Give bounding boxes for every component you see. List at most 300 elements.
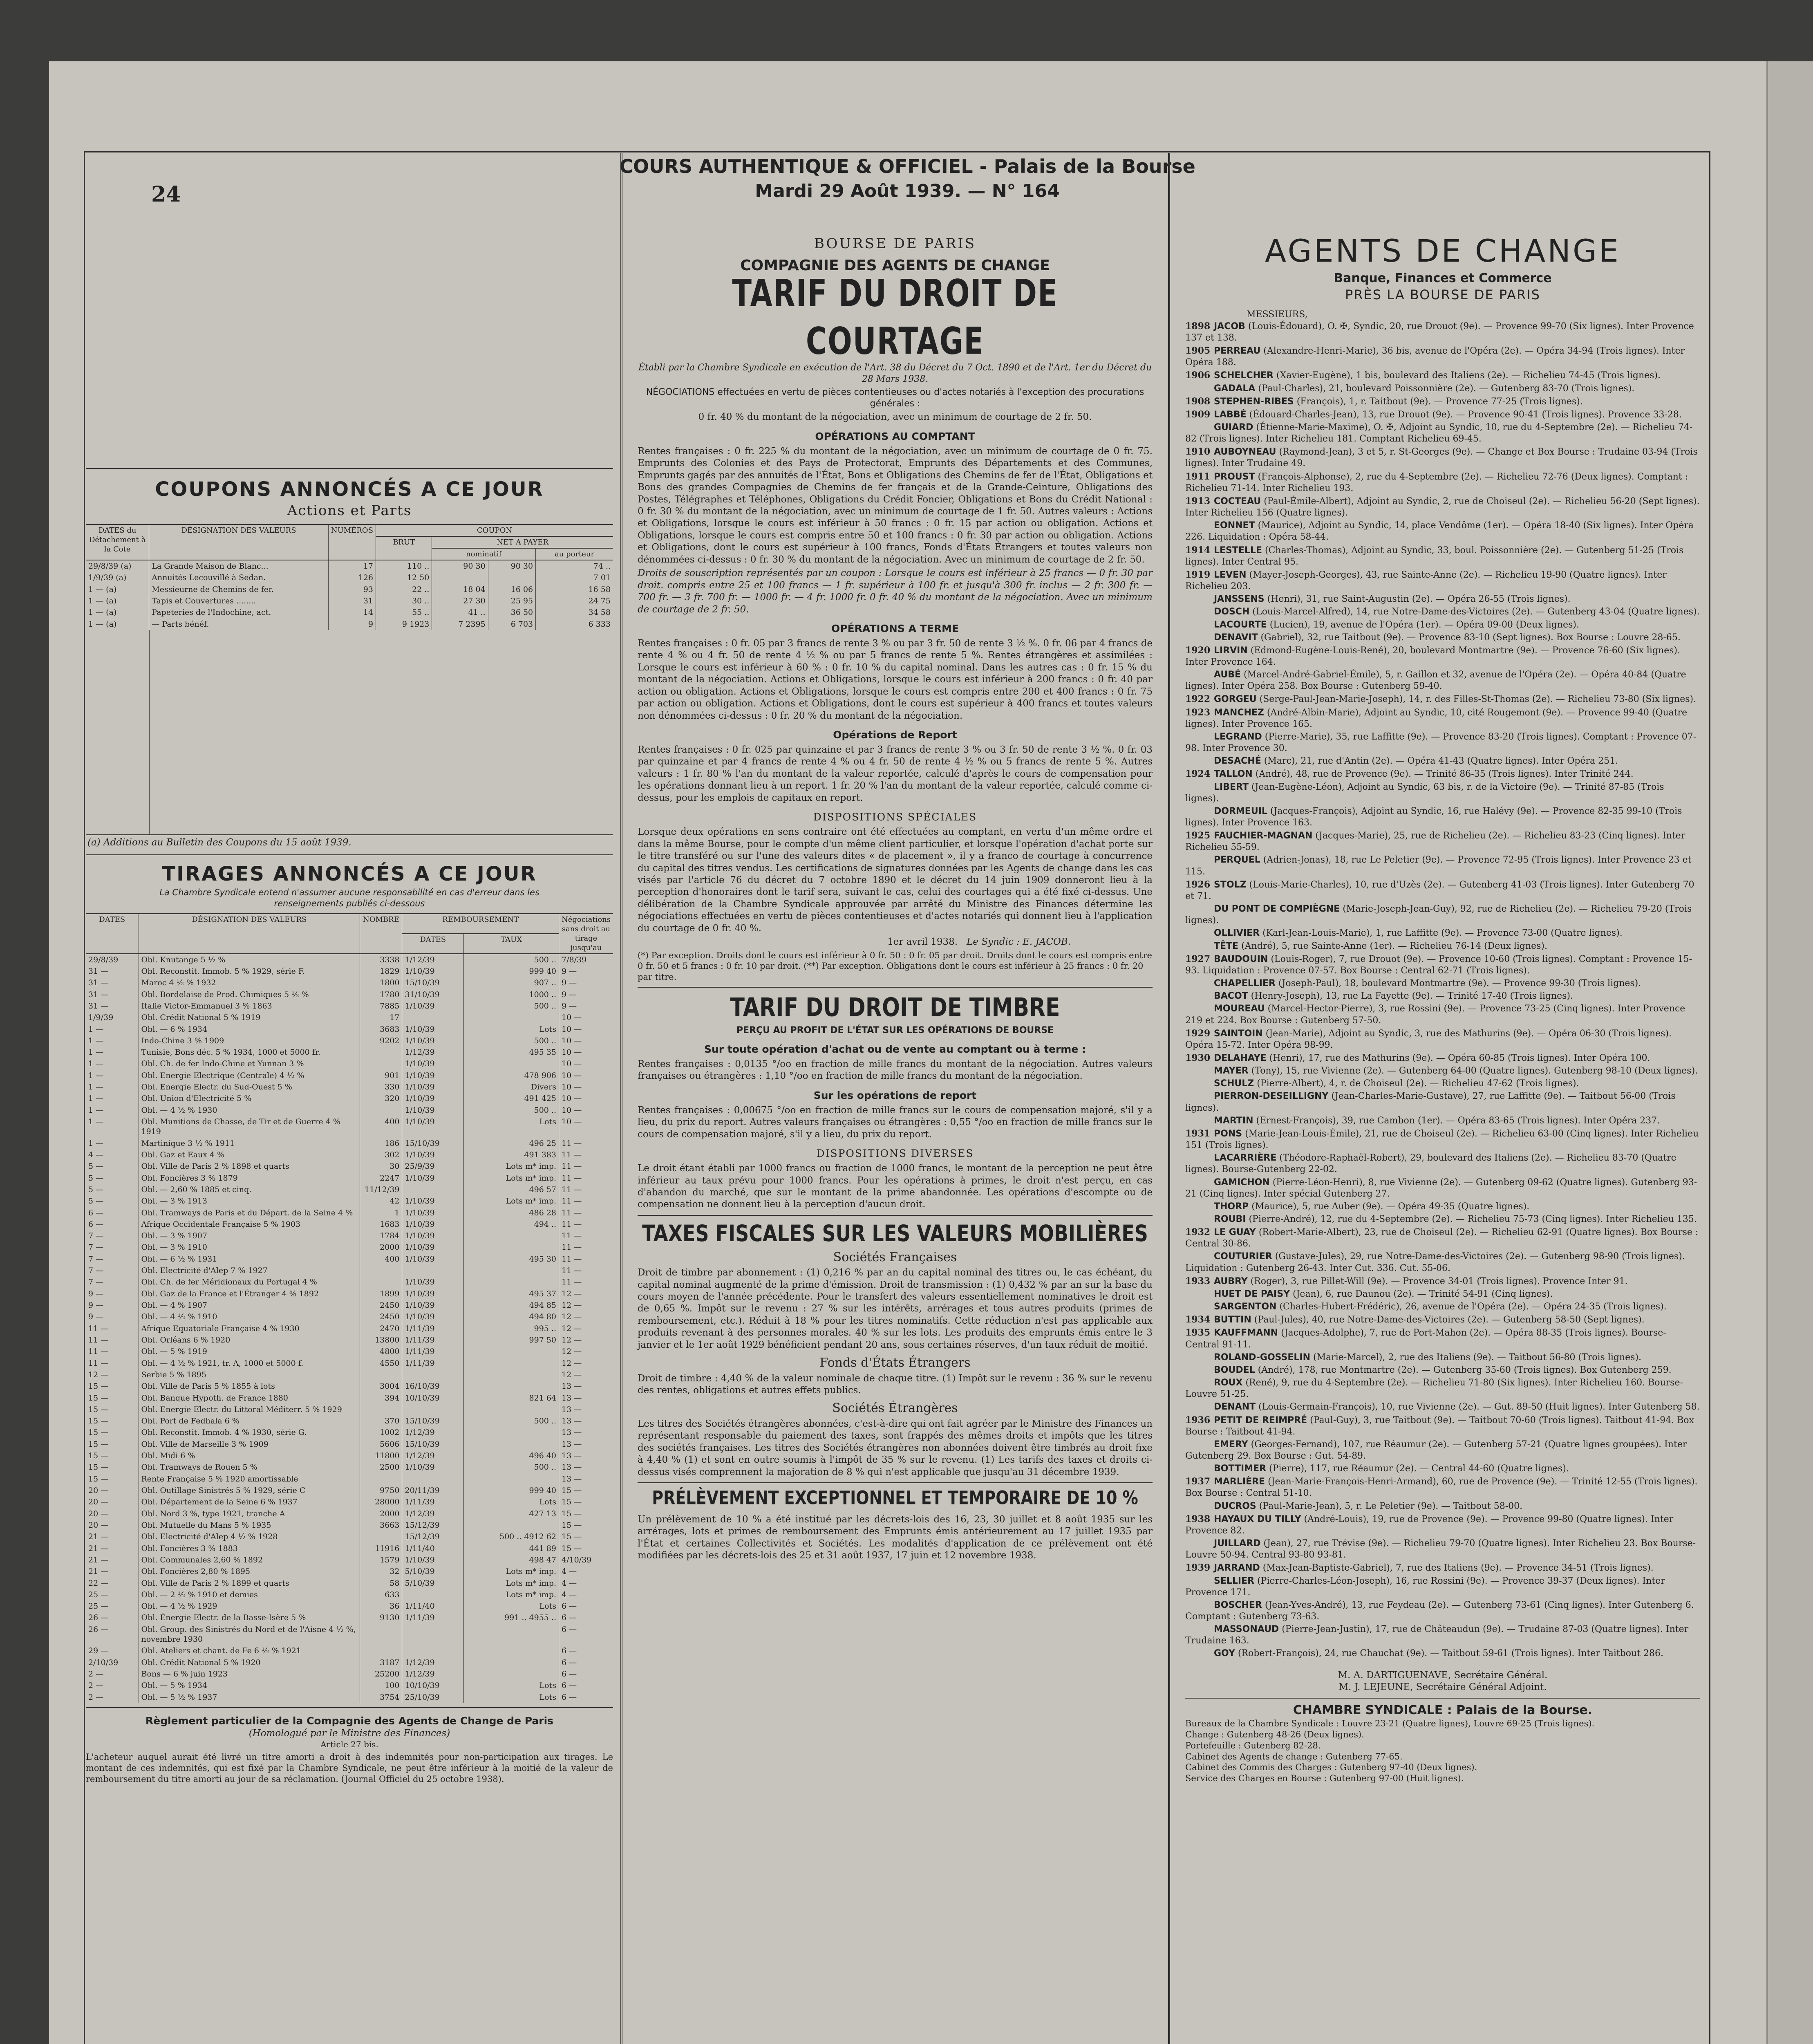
col-net: NET A PAYER [432, 536, 613, 548]
row-remb-date: 25/10/39 [402, 1692, 464, 1703]
row-numero: 9 [328, 619, 376, 630]
row-designation: Obl. Ch. de fer Méridionaux du Portugal 4 % [139, 1276, 360, 1288]
col-numeros: NUMÉROS [328, 524, 376, 560]
row-designation: Obl. Group. des Sinistrés du Nord et de l'Aisne 4 ½ %, novembre 1930 [139, 1624, 360, 1645]
table-row [86, 1230, 613, 1242]
row-nominatif-2: 16 06 [488, 584, 535, 595]
chambre-line: Portefeuille : Gutenberg 82-28. [1185, 1740, 1321, 1750]
table-row [86, 1093, 613, 1104]
row-taux [464, 1473, 559, 1485]
right-column [1177, 153, 1708, 2044]
row-remb-date: 1/10/39 [402, 1219, 464, 1230]
row-remb-date: 1/11/40 [402, 1600, 464, 1612]
row-date: 1 — [88, 1024, 104, 1034]
agent-details: (Jean-Yves-André), 13, rue Feydeau (2e). — Gutenberg 73-61 (Cinq lignes). Inter Gutenberg 6. Comptant : Gutenberg 73-63. [1185, 1600, 1694, 1622]
row-taux: 1000 .. [464, 989, 559, 1000]
row-date: 31 — [88, 1001, 109, 1011]
row-negociation: 13 — [559, 1415, 613, 1427]
agent-name: DELAHAYE [1214, 1053, 1267, 1063]
row-designation: Obl. Tramways de Rouen 5 % [139, 1461, 360, 1473]
agent-details: (Louis-Roger), 7, rue Drouot (9e). — Provence 10-60 (Trois lignes). Comptant : Provence 15-93. Liquidation : Provence 07-57. Box Bourse : Central 62-71 (Trois lignes). [1185, 954, 1692, 976]
agent-name: GADALA [1214, 383, 1256, 394]
agent-year: 1936 [1185, 1414, 1211, 1425]
list-item [1185, 471, 1700, 494]
agent-name: PERQUEL [1214, 855, 1260, 865]
list-item [1185, 1275, 1700, 1287]
row-designation: Obl. — 2,60 % 1885 et cinq. [139, 1184, 360, 1195]
list-item [1185, 1600, 1700, 1623]
list-item [1185, 1214, 1700, 1225]
row-nombre: 2500 [360, 1461, 402, 1473]
row-nombre: 11916 [360, 1543, 402, 1554]
row-taux [464, 1439, 559, 1450]
agent-name: JARRAND [1214, 1563, 1260, 1573]
agent-name: BAUDOUIN [1214, 954, 1268, 964]
row-date: 29/8/39 [88, 955, 119, 964]
table-row [86, 1242, 613, 1253]
row-nombre: 58 [360, 1578, 402, 1589]
list-item [1185, 1327, 1700, 1350]
agent-name: AUBRY [1214, 1276, 1248, 1286]
row-designation: Italie Victor-Emmanuel 3 % 1863 [139, 1000, 360, 1012]
row-negociation: 9 — [559, 1000, 613, 1012]
row-designation: Obl. Mutuelle du Mans 5 % 1935 [139, 1520, 360, 1531]
chambre-line: Cabinet des Agents de change : Gutenberg 77-65. [1185, 1751, 1403, 1762]
row-date: 1/9/39 (a) [88, 573, 127, 583]
agent-year: 1898 [1185, 320, 1211, 332]
table-row [86, 1081, 613, 1093]
row-negociation: 15 — [559, 1496, 613, 1508]
row-brut: 110 .. [376, 560, 432, 572]
row-remb-date: 1/11/39 [402, 1358, 464, 1369]
list-item [1185, 903, 1700, 926]
row-date: 26 — [88, 1625, 109, 1634]
row-date: 1 — [88, 1048, 104, 1057]
agent-name: LE GUAY [1214, 1227, 1256, 1238]
row-numero: 93 [328, 584, 376, 595]
agent-details: (Pierre-André), 12, rue du 4-Septembre (2e). — Richelieu 75-73 (Cinq lignes). Inter Richelieu 135. [1249, 1214, 1697, 1225]
row-taux: 907 .. [464, 977, 559, 988]
agent-year: 1906 [1185, 370, 1211, 381]
table-row [86, 1047, 613, 1058]
row-designation: Obl. Communales 2,60 % 1892 [139, 1554, 360, 1566]
row-negociation: 12 — [559, 1288, 613, 1300]
row-negociation: 4 — [559, 1578, 613, 1589]
agent-name: SCHULZ [1214, 1078, 1254, 1089]
row-date: 31 — [88, 978, 109, 988]
row-remb-date: 1/11/39 [402, 1496, 464, 1508]
row-designation: Obl. Reconstit. Immob. 5 % 1929, série F. [139, 966, 360, 977]
taxes-s3: Sociétés Étrangères [832, 1401, 958, 1416]
next-page-edge [1766, 61, 1813, 2044]
row-designation: Obl. — 3 % 1907 [139, 1230, 360, 1242]
row-remb-date: 1/11/40 [402, 1543, 464, 1554]
chambre-line: Change : Gutenberg 48-26 (Deux lignes). [1185, 1729, 1364, 1739]
agent-name: JANSSENS [1214, 594, 1265, 605]
agent-details: (Louis-Marie-Charles), 10, rue d'Uzès (2e). — Gutenberg 41-03 (Trois lignes). Inter Gutenberg 70 et 71. [1185, 879, 1694, 901]
row-negociation: 10 — [559, 1081, 613, 1093]
row-date: 5 — [88, 1185, 104, 1194]
agent-details: (Jean-Marie-François-Henri-Armand), 60, rue de Provence (9e). — Trinité 12-55 (Trois lignes). Box Bourse : Central 51-10. [1185, 1477, 1698, 1499]
row-remb-date: 31/10/39 [402, 989, 464, 1000]
agent-details: (Maurice), 5, rue Auber (9e). — Opéra 49-35 (Quatre lignes). [1251, 1201, 1530, 1212]
agent-name: GAMICHON [1214, 1177, 1270, 1188]
row-nombre: 3663 [360, 1520, 402, 1531]
row-taux [464, 1381, 559, 1392]
row-negociation: 15 — [559, 1508, 613, 1520]
row-designation: Obl. — 3 % 1910 [139, 1242, 360, 1253]
table-row [86, 1381, 613, 1392]
row-remb-date [402, 1473, 464, 1485]
agent-year: 1927 [1185, 953, 1211, 964]
row-nombre: 36 [360, 1600, 402, 1612]
list-item [1185, 383, 1700, 394]
agent-details: (Tony), 15, rue Vivienne (2e). — Gutenberg 64-00 (Quatre lignes). Gutenberg 98-10 (Deux lignes). [1251, 1066, 1698, 1076]
row-nombre: 2247 [360, 1172, 402, 1184]
row-nombre: 2470 [360, 1323, 402, 1334]
agent-name: BOUDEL [1214, 1365, 1255, 1375]
row-designation: Obl. Crédit National 5 % 1919 [139, 1012, 360, 1023]
agent-details: (Louis-Marcel-Alfred), 14, rue Notre-Dame-des-Victoires (2e). — Gutenberg 43-04 (Quatre lignes). [1252, 607, 1700, 617]
row-negociation: 12 — [559, 1358, 613, 1369]
row-taux: Lots [464, 1116, 559, 1138]
agent-year: 1922 [1185, 694, 1211, 705]
agent-name: STOLZ [1214, 879, 1247, 890]
row-designation: Afrique Occidentale Française 5 % 1903 [139, 1219, 360, 1230]
row-designation: Obl. — 3 % 1913 [139, 1195, 360, 1207]
row-taux [464, 1427, 559, 1438]
row-nombre: 13800 [360, 1334, 402, 1346]
list-item [1185, 1028, 1700, 1051]
row-negociation: 11 — [559, 1219, 613, 1230]
agent-details: (André-Louis), 19, rue de Provence (9e). — Provence 99-80 (Quatre lignes). Inter Provence 82. [1185, 1514, 1674, 1536]
row-nominatif-2 [488, 572, 535, 583]
table-row [86, 1404, 613, 1415]
agent-details: (Paul-Marie-Jean), 5, r. Le Peletier (9e). — Taitbout 58-00. [1259, 1501, 1523, 1511]
table-row [86, 1392, 613, 1404]
row-date: 7 — [88, 1266, 104, 1275]
row-remb-date: 1/10/39 [402, 1311, 464, 1322]
row-taux [464, 1645, 559, 1656]
row-date: 22 — [88, 1578, 109, 1588]
agent-year: 1920 [1185, 645, 1211, 656]
agent-name: PETIT DE REIMPRÉ [1214, 1415, 1307, 1425]
list-item [1185, 569, 1700, 592]
row-nombre: 1829 [360, 966, 402, 977]
table-row [86, 1149, 613, 1161]
table-row [86, 1680, 613, 1691]
list-item [1185, 1463, 1700, 1475]
row-taux: Lots [464, 1692, 559, 1703]
row-designation: Obl. Département de la Seine 6 % 1937 [139, 1496, 360, 1508]
tarif-comptant: Rentes françaises : 0 fr. 225 % du montant de la négociation, avec un minimum de courtage de 0 fr. 75. Emprunts des Colonies et des Pays de Protectorat, Emprunts des Départements et des Communes, Emprunts gagés par des annuités de l'État, Bons et Obligations des Chemins de fer de l'État, Obligations et Bons des grandes Compagnies de Chemins de fer français et de la Grande-Ceinture, Obligations des Postes, Télégraphes et Téléphones, Obligations du Crédit Foncier, Obligations et Bons du Crédit National : 0 fr. 30 % du montant de la négociation, avec un minimum de courtage de 1 fr. 50. Autres valeurs : Actions et Obligations, lorsque le cours est inférieur à 50 francs : 0 fr. 15 par action ou obligation. Actions et Obligations, lorsque le cours est compris entre 50 et 100 francs : 0 fr. 30 par action ou obligation. Actions et Obligations, dont le cours est supérieur à 100 francs, Fonds d'États Étrangers et toutes valeurs non dénommées ci-dessus : 0 fr. 30 % du montant de la négociation. Avec un minimum de courtage de 2 fr. 50. [638, 446, 1153, 565]
row-date: 2 — [88, 1692, 104, 1702]
row-negociation: 13 — [559, 1439, 613, 1450]
row-remb-date: 5/10/39 [402, 1566, 464, 1577]
tirages-table [86, 913, 613, 1703]
row-date: 25 — [88, 1590, 109, 1599]
row-negociation: 12 — [559, 1334, 613, 1346]
table-row [86, 1035, 613, 1047]
row-date: 26 — [88, 1613, 109, 1623]
row-designation: Obl. — 6 ½ % 1931 [139, 1253, 360, 1265]
table-row [86, 1195, 613, 1207]
list-item [1185, 1003, 1700, 1026]
row-remb-date: 1/10/39 [402, 1276, 464, 1288]
table-row [86, 1427, 613, 1438]
left-column [86, 153, 613, 2044]
row-taux: Lots m* imp. [464, 1172, 559, 1184]
list-item [1185, 1501, 1700, 1512]
agent-name: DOSCH [1214, 607, 1250, 617]
row-date: 15 — [88, 1393, 109, 1403]
agent-name: DESACHÉ [1214, 756, 1261, 766]
row-nombre: 2450 [360, 1311, 402, 1322]
table-row [86, 1531, 613, 1542]
agent-details: (Pierre), 117, rue Réaumur (2e). — Central 44-60 (Quatre lignes). [1269, 1464, 1569, 1474]
row-negociation: 6 — [559, 1668, 613, 1680]
row-nombre: 28000 [360, 1496, 402, 1508]
tarif-title: TARIF DU DROIT DE COURTAGE [732, 271, 1058, 363]
row-date: 5 — [88, 1197, 104, 1206]
row-taux: 494 85 [464, 1300, 559, 1311]
row-negociation: 11 — [559, 1207, 613, 1219]
list-item [1185, 495, 1700, 519]
row-designation: Obl. Foncières 2,80 % 1895 [139, 1566, 360, 1577]
table-row [86, 1138, 613, 1149]
row-date: 11 — [88, 1335, 109, 1345]
table-row [86, 1161, 613, 1172]
agent-details: (Étienne-Marie-Maxime), O. ✠, Adjoint au Syndic, 10, rue du 4-Septembre (2e). — Richelieu 74-82 (Trois lignes). Inter Richelieu 181. Comptant Richelieu 69-45. [1185, 422, 1693, 444]
row-remb-date: 10/10/39 [402, 1680, 464, 1691]
agent-details: (Jean-Marie), Adjoint au Syndic, 3, rue des Mathurins (9e). — Opéra 06-30 (Trois lignes). Opéra 15-72. Inter Opéra 98-99. [1185, 1028, 1672, 1050]
agent-details: (Jacques-François), Adjoint au Syndic, 16, rue Halévy (9e). — Provence 82-35 99-10 (Trois lignes). Inter Provence 163. [1185, 806, 1682, 828]
row-taux [464, 1624, 559, 1645]
row-nombre: 9202 [360, 1035, 402, 1047]
agent-name: DENAVIT [1214, 632, 1258, 643]
agent-name: THORP [1214, 1201, 1249, 1212]
row-negociation: 13 — [559, 1427, 613, 1438]
agent-year: 1924 [1185, 769, 1211, 780]
table-row [86, 1311, 613, 1322]
agent-details: (Henri), 17, rue des Mathurins (9e). — Opéra 60-85 (Trois lignes). Inter Opéra 100. [1269, 1053, 1650, 1063]
agent-year: 1938 [1185, 1513, 1211, 1524]
row-remb-date [402, 1184, 464, 1195]
agent-details: (Théodore-Raphaël-Robert), 29, boulevard des Italiens (2e). — Richelieu 83-70 (Quatre lignes). Bourse-Gutenberg 22-02. [1185, 1153, 1676, 1175]
row-date: 29/8/39 (a) [88, 562, 132, 571]
agent-details: (Édouard-Charles-Jean), 13, rue Drouot (9e). — Provence 90-41 (Trois lignes). Provence 33-28. [1249, 409, 1682, 420]
row-date: 11 — [88, 1324, 109, 1333]
row-negociation: 15 — [559, 1520, 613, 1531]
list-item [1185, 1513, 1700, 1537]
agents-list [1185, 320, 1700, 1660]
row-remb-date: 1/11/39 [402, 1346, 464, 1357]
row-negociation: 15 — [559, 1543, 613, 1554]
coupons-title: COUPONS ANNONCÉS A CE JOUR [155, 478, 544, 501]
row-designation: Obl. Ville de Paris 5 % 1855 à lots [139, 1381, 360, 1392]
taxes-s2: Fonds d'États Étrangers [819, 1356, 971, 1370]
row-nombre: 30 [360, 1161, 402, 1172]
row-nombre [360, 1473, 402, 1485]
agent-name: STEPHEN-RIBES [1214, 396, 1294, 407]
col-nominatif: nominatif [432, 548, 536, 560]
row-designation: Obl. Port de Fedhala 6 % [139, 1415, 360, 1427]
row-taux: Lots [464, 1600, 559, 1612]
row-brut: 22 .. [376, 584, 432, 595]
agents-sub1: Banque, Finances et Commerce [1334, 271, 1552, 286]
row-date: 1 — [88, 1105, 104, 1115]
row-remb-date: 15/10/39 [402, 1138, 464, 1149]
row-nominatif: 7 2395 [432, 619, 488, 630]
agent-details: (Paul-Guy), 3, rue Taitbout (9e). — Taitbout 70-60 (Trois lignes). Taitbout 41-94. Box Bourse : Taitbout 41-94. [1185, 1415, 1694, 1437]
row-taux: 494 80 [464, 1311, 559, 1322]
table-row [86, 954, 613, 966]
row-remb-date: 1/10/39 [402, 1093, 464, 1104]
agent-name: PONS [1214, 1128, 1242, 1139]
row-negociation: 11 — [559, 1172, 613, 1184]
timbre-title: TARIF DU DROIT DE TIMBRE [730, 993, 1060, 1023]
masthead-title: COURS AUTHENTIQUE & OFFICIEL - Palais de la Bourse [619, 155, 1195, 177]
table-row [86, 1578, 613, 1589]
row-negociation: 6 — [559, 1657, 613, 1668]
agents-messieurs: MESSIEURS, [1247, 309, 1308, 320]
row-remb-date: 1/10/39 [402, 1554, 464, 1566]
row-taux: 441 89 [464, 1543, 559, 1554]
row-designation: Obl. Orléans 6 % 1920 [139, 1334, 360, 1346]
table-row [86, 560, 613, 572]
row-taux: Lots m* imp. [464, 1566, 559, 1577]
agent-name: CHAPELLIER [1214, 978, 1276, 989]
row-designation: Papeteries de l'Indochine, act. [149, 607, 329, 618]
row-nombre: 302 [360, 1149, 402, 1161]
table-row [86, 619, 613, 630]
row-negociation: 13 — [559, 1381, 613, 1392]
agent-year: 1909 [1185, 409, 1211, 420]
agent-details: (Adrien-Jonas), 18, rue Le Peletier (9e). — Provence 72-95 (Trois lignes). Inter Provence 23 et 115. [1185, 855, 1692, 877]
row-negociation: 9 — [559, 989, 613, 1000]
row-remb-date: 1/10/39 [402, 1035, 464, 1047]
row-designation: Obl. — 2 ½ % 1910 et demies [139, 1589, 360, 1600]
row-taux [464, 1346, 559, 1357]
table-row [86, 977, 613, 988]
agent-name: LACOURTE [1214, 619, 1267, 630]
agent-name: SELLIER [1214, 1576, 1255, 1586]
row-designation: Obl. — 5 ½ % 1937 [139, 1692, 360, 1703]
row-remb-date: 10/10/39 [402, 1392, 464, 1404]
table-row [86, 989, 613, 1000]
row-taux [464, 1520, 559, 1531]
row-negociation: 12 — [559, 1323, 613, 1334]
row-taux: 495 30 [464, 1253, 559, 1265]
list-item [1185, 693, 1700, 705]
row-nombre: 1899 [360, 1288, 402, 1300]
row-nominatif-2: 36 50 [488, 607, 535, 618]
row-negociation: 12 — [559, 1346, 613, 1357]
row-date: 21 — [88, 1532, 109, 1542]
row-nombre: 11800 [360, 1450, 402, 1461]
row-remb-date: 25/9/39 [402, 1161, 464, 1172]
agent-details: (André), 178, rue Montmartre (2e). — Gutenberg 35-60 (Trois lignes). Box Gutenberg 259. [1258, 1365, 1672, 1375]
agent-name: DORMEUIL [1214, 806, 1267, 816]
list-item [1185, 768, 1700, 780]
row-taux: 486 28 [464, 1207, 559, 1219]
list-item [1185, 594, 1700, 605]
row-taux: Lots m* imp. [464, 1161, 559, 1172]
tarif-exceptions: (*) Par exception. Droits dont le cours est inférieur à 0 fr. 50 : 0 fr. 05 par droit. Droits dont le cours est compris entre 0 fr. 50 et 5 francs : 0 fr. 10 par droit. (**) Par exception. Obligations dont le cours est inférieur à 25 francs : 0 fr. 20 par titre. [638, 950, 1152, 982]
list-item [1185, 409, 1700, 421]
row-remb-date: 1/12/39 [402, 1427, 464, 1438]
row-nombre: 9130 [360, 1612, 402, 1623]
table-row [86, 1600, 613, 1612]
row-taux: 500 .. [464, 1105, 559, 1116]
agent-details: (René), 9, rue du 4-Septembre (2e). — Richelieu 71-80 (Six lignes). Inter Richelieu 160. Bourse-Louvre 51-25. [1185, 1378, 1683, 1400]
row-designation: — Parts bénéf. [149, 619, 329, 630]
row-nominatif: 41 .. [432, 607, 488, 618]
row-porteur: 74 .. [536, 560, 613, 572]
row-nominatif [432, 572, 488, 583]
row-date: 15 — [88, 1463, 109, 1472]
agent-name: BUTTIN [1214, 1315, 1251, 1325]
row-porteur: 7 01 [536, 572, 613, 583]
row-date: 31 — [88, 990, 109, 999]
row-negociation: 6 — [559, 1612, 613, 1623]
table-row [86, 1058, 613, 1069]
table-row [86, 1000, 613, 1012]
row-negociation: 11 — [559, 1265, 613, 1276]
row-designation: Obl. — 5 % 1934 [139, 1680, 360, 1691]
row-taux: 500 .. [464, 1461, 559, 1473]
row-designation: Obl. Ateliers et chant. de Fe 6 ½ % 1921 [139, 1645, 360, 1656]
agent-name: BOSCHER [1214, 1600, 1262, 1610]
list-item [1185, 1538, 1700, 1561]
agent-details: (Louis-Édouard), O. ✠, Syndic, 20, rue Drouot (9e). — Provence 99-70 (Six lignes). Inter Provence 137 et 138. [1185, 321, 1694, 343]
table-row [86, 1520, 613, 1531]
row-negociation: 11 — [559, 1195, 613, 1207]
row-date: 2 — [88, 1681, 104, 1690]
col-remboursement: REMBOURSEMENT [402, 914, 559, 934]
row-nombre: 11/12/39 [360, 1184, 402, 1195]
table-row [86, 1450, 613, 1461]
row-nombre: 7885 [360, 1000, 402, 1012]
chambre-line: Service des Charges en Bourse : Gutenberg 97-00 (Huit lignes). [1185, 1773, 1464, 1784]
agent-year: 1933 [1185, 1275, 1211, 1286]
list-item [1185, 520, 1700, 543]
row-taux [464, 1369, 559, 1381]
row-porteur: 6 333 [536, 619, 613, 630]
row-date: 15 — [88, 1428, 109, 1437]
list-item [1185, 991, 1700, 1002]
list-item [1185, 1201, 1700, 1213]
row-nombre: 400 [360, 1116, 402, 1138]
row-designation: Serbie 5 % 1895 [139, 1369, 360, 1381]
row-nombre: 1002 [360, 1427, 402, 1438]
table-row [86, 1473, 613, 1485]
row-designation: Annuités Lecouvillé à Sedan. [149, 572, 329, 583]
row-negociation: 4 — [559, 1566, 613, 1577]
table-row [86, 1439, 613, 1450]
agent-name: BACOT [1214, 991, 1248, 1002]
agent-name: EMERY [1214, 1439, 1248, 1450]
agent-details: (Xavier-Eugène), 1 bis, boulevard des Italiens (2e). — Richelieu 74-45 (Trois lignes). [1276, 370, 1661, 381]
row-taux: 491 425 [464, 1093, 559, 1104]
col-designation: DÉSIGNATION DES VALEURS [139, 914, 360, 954]
table-row [86, 1184, 613, 1195]
row-taux [464, 1242, 559, 1253]
row-date: 1 — [88, 1071, 104, 1080]
row-designation: Obl. Outillage Sinistrés 5 % 1929, série C [139, 1485, 360, 1496]
row-designation: Martinique 3 ½ % 1911 [139, 1138, 360, 1149]
row-taux [464, 1276, 559, 1288]
